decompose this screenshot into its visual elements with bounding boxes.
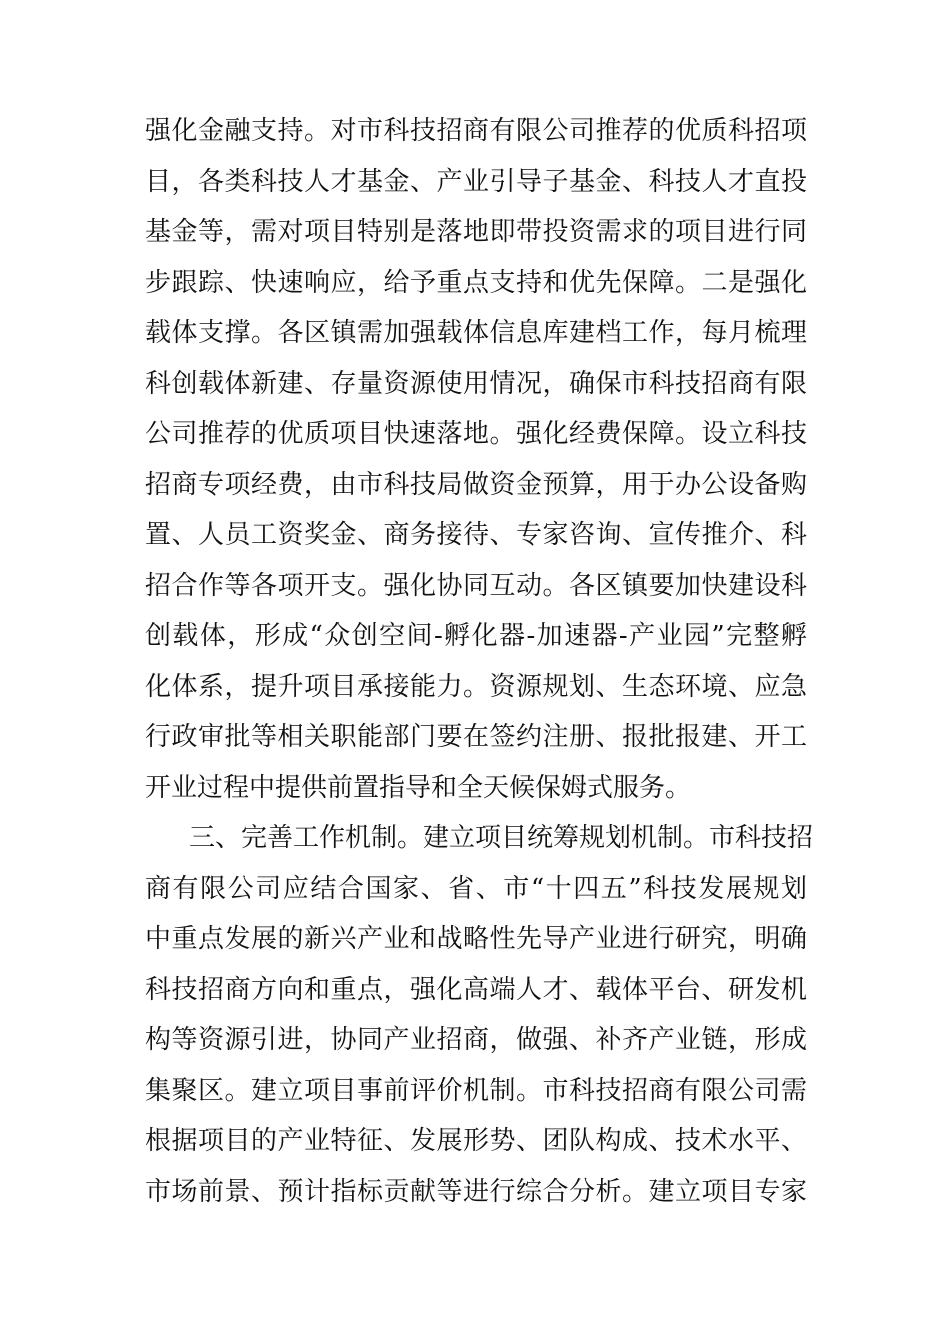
body-text (145, 106, 814, 1217)
text-line: 公司推荐的优质项目快速落地。强化经费保障。设立科技 (145, 419, 807, 449)
text-line: 中重点发展的新兴产业和战略性先导产业进行研究，明确 (145, 924, 807, 954)
text-line: 构等资源引进，协同产业招商，做强、补齐产业链，形成 (145, 1025, 807, 1055)
text-line: 目，各类科技人才基金、产业引导子基金、科技人才直投 (145, 166, 807, 197)
text-line: 步跟踪、快速响应，给予重点支持和优先保障。二是强化 (145, 267, 807, 298)
text-line-paragraph-end: 开业过程中提供前置指导和全天候保姆式服务。 (145, 772, 692, 803)
text-line: 行政审批等相关职能部门要在签约注册、报批报建、开工 (145, 722, 807, 752)
text-line: 招合作等各项开支。强化协同互动。各区镇要加快建设科 (145, 570, 807, 601)
text-line: 科创载体新建、存量资源使用情况，确保市科技招商有限 (145, 368, 807, 399)
text-line: 强化金融支持。对市科技招商有限公司推荐的优质科招项 (145, 116, 807, 146)
text-line: 市场前景、预计指标贡献等进行综合分析。建立项目专家 (145, 1176, 807, 1207)
text-line: 基金等，需对项目特别是落地即带投资需求的项目进行同 (145, 217, 807, 247)
text-line: 载体支撑。各区镇需加强载体信息库建档工作，每月梳理 (145, 318, 807, 348)
text-line-paragraph-start: 三、完善工作机制。建立项目统筹规划机制。市科技招 (189, 823, 814, 853)
text-line: 集聚区。建立项目事前评价机制。市科技招商有限公司需 (145, 1075, 807, 1106)
text-line: 科技招商方向和重点，强化高端人才、载体平台、研发机 (145, 974, 807, 1005)
text-line: 化体系，提升项目承接能力。资源规划、生态环境、应急 (145, 671, 807, 702)
text-line: 根据项目的产业特征、发展形势、团队构成、技术水平、 (145, 1126, 807, 1156)
text-line: 置、人员工资奖金、商务接待、专家咨询、宣传推介、科 (145, 520, 807, 550)
text-line: 商有限公司应结合国家、省、市“十四五”科技发展规划 (145, 873, 807, 904)
text-line: 招商专项经费，由市科技局做资金预算，用于办公设备购 (145, 469, 807, 500)
text-line: 创载体，形成“众创空间-孵化器-加速器-产业园”完整孵 (145, 621, 807, 651)
